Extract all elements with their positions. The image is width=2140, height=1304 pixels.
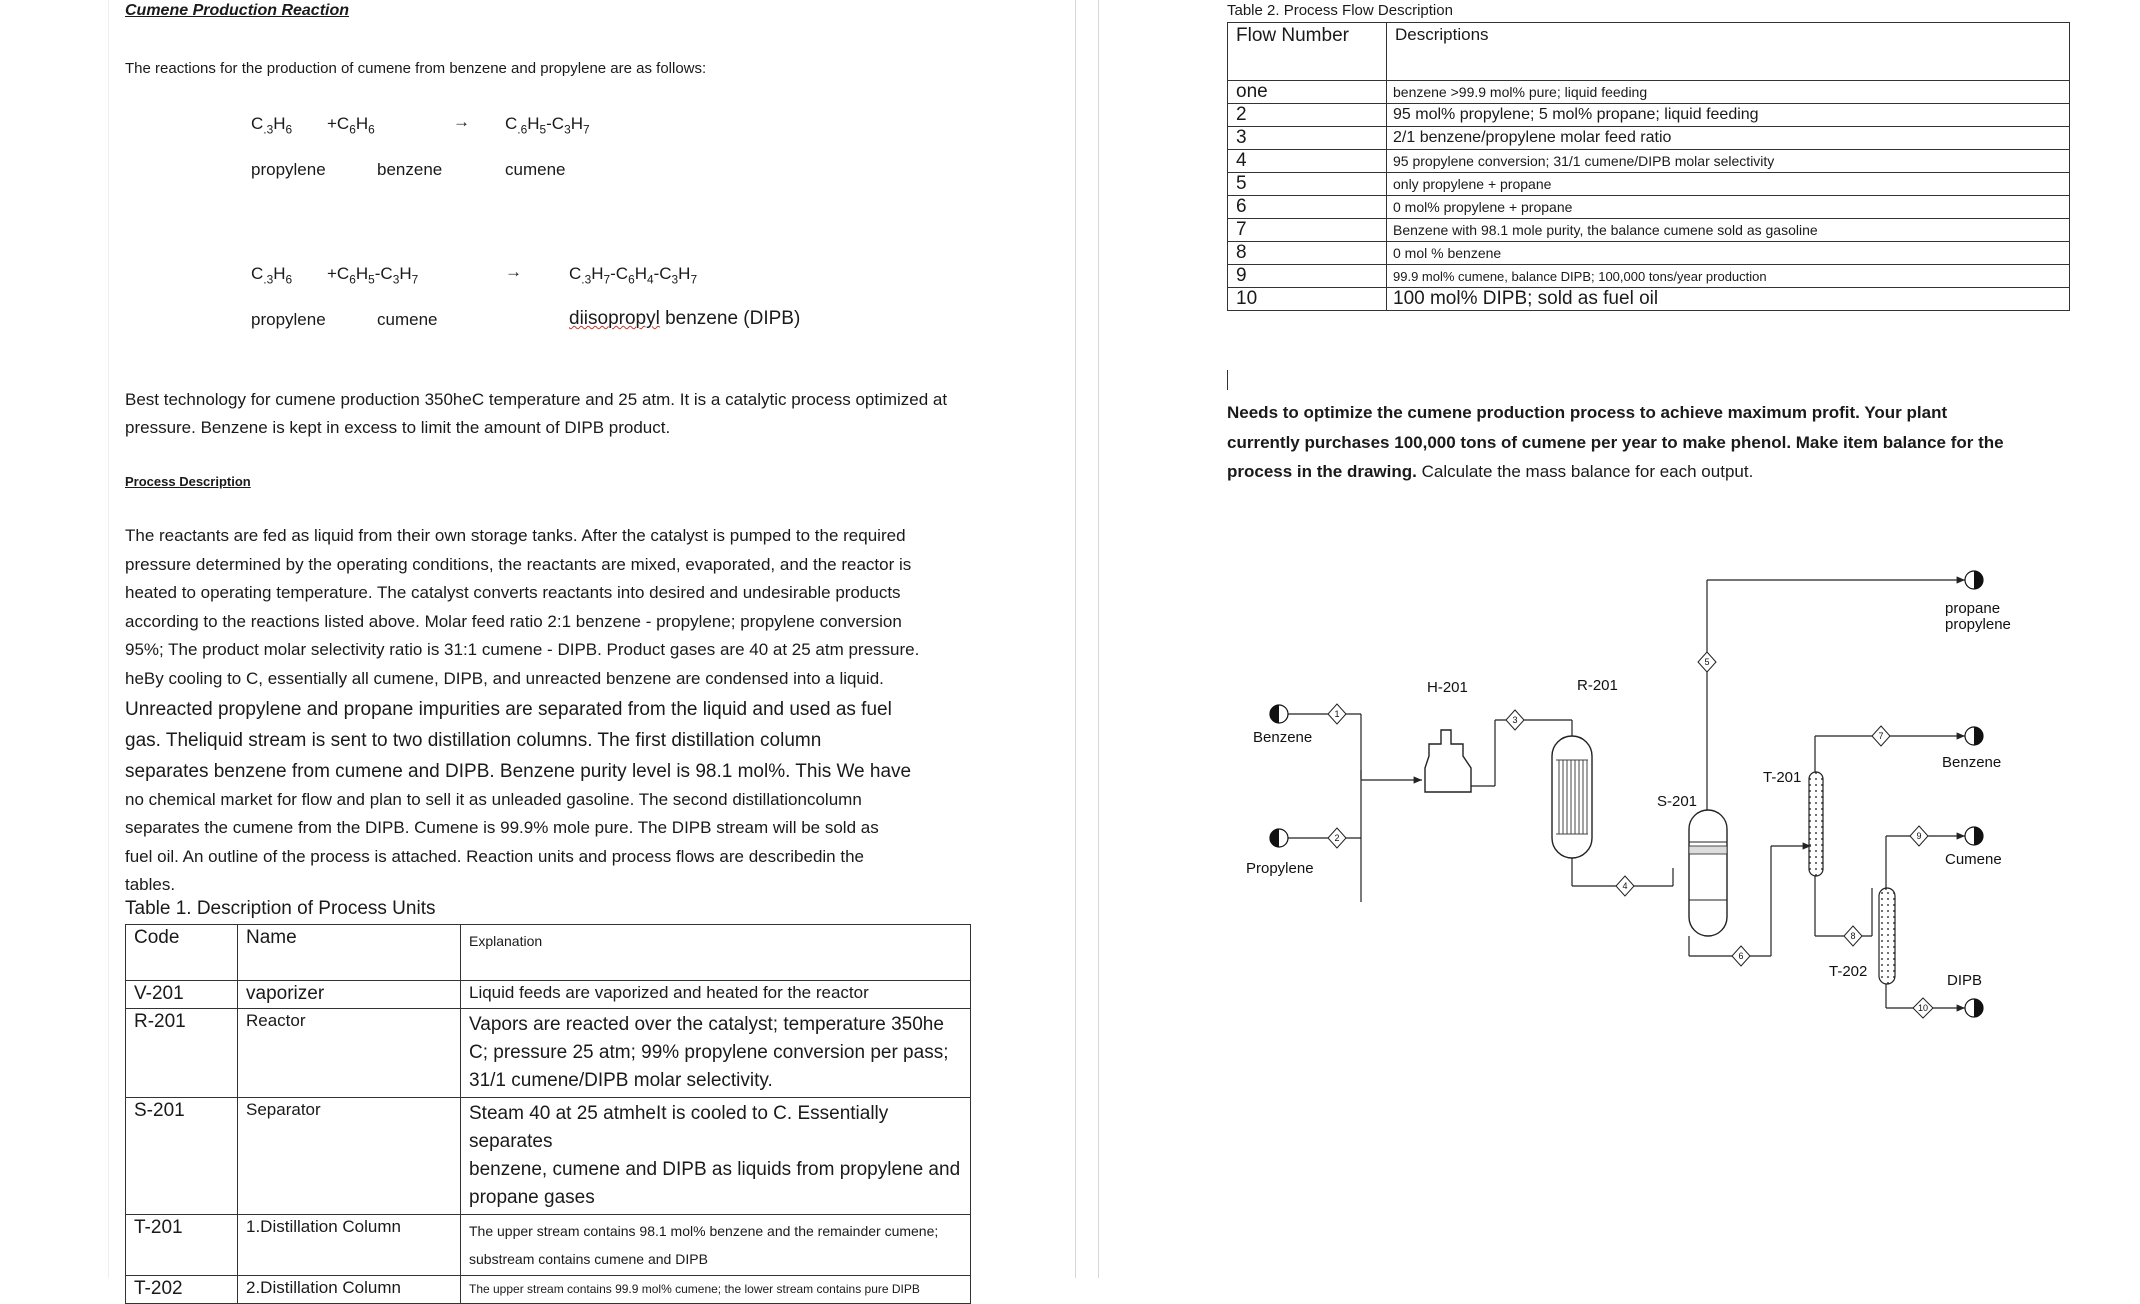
svg-text:3: 3 <box>1512 715 1518 725</box>
reaction1-product: $C_{.6}H_5-C_3H_7$ <box>505 114 590 137</box>
table-row <box>126 1009 971 1098</box>
left-page <box>108 0 1076 1299</box>
table1-explanation: Liquid feeds are vaporized and heated for the reactor <box>461 981 971 1009</box>
table2-description: 95 mol% propylene; 5 mol% propane; liquid feeding <box>1387 104 2070 127</box>
table2-description: 95 propylene conversion; 31/1 cumene/DIPB molar selectivity <box>1387 150 2070 173</box>
label-r201: R-201 <box>1577 677 1618 694</box>
table1-explanation: The upper stream contains 99.9 mol% cumene; the lower stream contains pure DIPB <box>461 1276 971 1304</box>
table1-name: Reactor <box>238 1009 461 1098</box>
table1-header-name: Name <box>238 925 461 981</box>
svg-text:9: 9 <box>1916 831 1922 841</box>
table1-caption: Table 1. Description of Process Units <box>125 898 436 919</box>
reaction2-reactant1: $C_{.3}H_6$ <box>251 264 293 287</box>
table2-description: 2/1 benzene/propylene molar feed ratio <box>1387 127 2070 150</box>
stream-diamond-4 <box>1616 876 1634 896</box>
svg-text:4: 4 <box>1622 881 1628 891</box>
reaction2-product: $C_{.3}H_7-C_6H_4-C_3H_7$ <box>569 264 698 287</box>
reactor-r201-shape <box>1552 736 1592 858</box>
table1-code: V-201 <box>126 981 238 1009</box>
process-description-paragraph-end: no chemical market for flow and plan to sell it as unleaded gasoline. The second distillationcolumn separates the cumene from the DIPB. Cumene is 99.9% mole pure. The DIPB stream will be sold as fuel oil. An outline of the process is attached. Reaction units and process flows are describedin the tables. <box>125 790 879 895</box>
table-row <box>1228 288 2070 311</box>
table1-code: S-201 <box>126 1098 238 1215</box>
reaction1-arrow: → <box>453 112 470 131</box>
label-t201: T-201 <box>1763 769 1802 786</box>
process-description-heading: Process Description <box>125 474 251 489</box>
table2-description: 99.9 mol% cumene, balance DIPB; 100,000 tons/year production <box>1387 265 2070 288</box>
label-benzene-feed: Benzene <box>1253 729 1313 746</box>
stream-diamond-6 <box>1732 946 1750 966</box>
table1-header-code: Code <box>126 925 238 981</box>
product-benzene-icon <box>1965 727 1983 745</box>
table2-header-descriptions: Descriptions <box>1387 23 2070 81</box>
svg-text:8: 8 <box>1850 931 1856 941</box>
table2-flow-number: 7 <box>1228 219 1387 242</box>
table2-flow-number: 4 <box>1228 150 1387 173</box>
table-row <box>1228 150 2070 173</box>
stream-diamond-2 <box>1328 828 1346 848</box>
reaction1-label-cumene: cumene <box>505 160 566 179</box>
table2-header-flow-number: Flow Number <box>1228 23 1387 81</box>
table1-explanation: Vapors are reacted over the catalyst; temperature 350he C; pressure 25 atm; 99% propylene conversion per pass; 31/1 cumene/DIPB molar selectivity. <box>461 1009 971 1098</box>
svg-text:1: 1 <box>1334 709 1340 719</box>
table1-code: T-201 <box>126 1215 238 1276</box>
document-title: Cumene Production Reaction <box>125 2 350 19</box>
process-flow-diagram <box>1099 560 2140 1040</box>
table2-description: 100 mol% DIPB; sold as fuel oil <box>1387 288 2070 311</box>
feed-benzene-icon <box>1270 705 1288 723</box>
table-row <box>1228 127 2070 150</box>
product-cumene-icon <box>1965 827 1983 845</box>
reaction2-arrow: → <box>505 262 522 281</box>
table1-name: 1.Distillation Column <box>238 1215 461 1276</box>
heater-h201-shape <box>1425 730 1471 792</box>
table2-flow-number: 2 <box>1228 104 1387 127</box>
stream-diamond-8 <box>1844 926 1862 946</box>
table-row <box>126 1276 971 1304</box>
table2-description: only propylene + propane <box>1387 173 2070 196</box>
svg-text:5: 5 <box>1704 657 1710 667</box>
table2-flow-number: one <box>1228 81 1387 104</box>
table-row <box>1228 104 2070 127</box>
best-technology-paragraph: Best technology for cumene production 350heC temperature and 25 atm. It is a catalytic process optimized at pressure. Benzene is kept in excess to limit the amount of DIPB product. <box>125 390 948 437</box>
label-cumene-out: Cumene <box>1945 851 2002 868</box>
label-s201: S-201 <box>1657 793 1698 810</box>
label-h201: H-201 <box>1427 679 1468 696</box>
reaction1-label-propylene: propylene <box>251 160 326 179</box>
table-row <box>1228 196 2070 219</box>
table-row <box>1228 265 2070 288</box>
table2-description: Benzene with 98.1 mole purity, the balance cumene sold as gasoline <box>1387 219 2070 242</box>
table1-name: vaporizer <box>238 981 461 1009</box>
stream-diamond-9 <box>1910 826 1928 846</box>
table1-name: Separator <box>238 1098 461 1215</box>
column-t202-shape <box>1879 888 1895 984</box>
table1-code: T-202 <box>126 1276 238 1304</box>
feed-propylene-icon <box>1270 829 1288 847</box>
table2-description: 0 mol % benzene <box>1387 242 2070 265</box>
stream-diamond-3 <box>1506 710 1524 730</box>
label-propylene-feed: Propylene <box>1246 860 1314 877</box>
table2-flow-number: 3 <box>1228 127 1387 150</box>
table2-description: benzene >99.9 mol% pure; liquid feeding <box>1387 81 2070 104</box>
table-row <box>1228 173 2070 196</box>
svg-text:10: 10 <box>1917 1003 1929 1013</box>
label-propane-out: propane <box>1945 600 2001 617</box>
reaction1-reactant1: $C_{.3}H_6$ <box>251 114 293 137</box>
reaction1-reactant2: $+C_6H_6$ <box>327 114 375 137</box>
label-dipb-out: DIPB <box>1947 972 1983 989</box>
table2-flow-number: 5 <box>1228 173 1387 196</box>
reaction2-label-cumene: cumene <box>377 310 438 329</box>
table1-name: 2.Distillation Column <box>238 1276 461 1304</box>
table2-flow-number: 10 <box>1228 288 1387 311</box>
label-propylene-out: propylene <box>1945 616 2011 633</box>
table1-header-explanation: Explanation <box>461 925 971 981</box>
table-row <box>126 981 971 1009</box>
table-row <box>126 1215 971 1276</box>
table-end-cursor <box>1227 370 1228 390</box>
process-units-table <box>125 924 971 1304</box>
table2-flow-number: 9 <box>1228 265 1387 288</box>
table2-description: 0 mol% propylene + propane <box>1387 196 2070 219</box>
stream-diamond-7 <box>1872 726 1890 746</box>
svg-text:7: 7 <box>1878 731 1884 741</box>
table2-caption: Table 2. Process Flow Description <box>1227 2 1453 19</box>
reaction2-reactant2: $+C_6H_5-C_3H_7$ <box>327 264 419 287</box>
table2-flow-number: 6 <box>1228 196 1387 219</box>
table-row <box>1228 81 2070 104</box>
table2-flow-number: 8 <box>1228 242 1387 265</box>
process-flow-rows <box>1227 80 2070 311</box>
process-flow-table <box>1227 22 2070 81</box>
reaction2-label-propylene: propylene <box>251 310 326 329</box>
table-row <box>1228 219 2070 242</box>
label-t202: T-202 <box>1829 963 1868 980</box>
svg-text:2: 2 <box>1334 833 1340 843</box>
stream-diamond-10 <box>1913 998 1933 1018</box>
svg-text:6: 6 <box>1738 951 1744 961</box>
right-page <box>1098 0 2140 1278</box>
table1-explanation: The upper stream contains 98.1 mol% benzene and the remainder cumene; substream contains cumene and DIPB <box>461 1215 971 1276</box>
table1-explanation: Steam 40 at 25 atmheIt is cooled to C. Essentially separates benzene, cumene and DIPB as liquids from propylene and propane gases <box>461 1098 971 1215</box>
process-description-paragraph: The reactants are fed as liquid from their own storage tanks. After the catalyst is pumped to the required pressure determined by the operating conditions, the reactants are mixed, evaporated, and the reactor is heated to operating temperature. The catalyst converts reactants into desired and undesirable products according to the reactions listed above. Molar feed ratio 2:1 benzene - propylene; propylene conversion 95%; The product molar selectivity ratio is 31:1 cumene - DIPB. Product gases are 40 at 25 atm pressure. heBy cooling to C, essentially all cumene, DIPB, and unreacted benzene are condensed into a liquid. <box>125 526 920 688</box>
table-row <box>126 1098 971 1215</box>
stream-diamond-5 <box>1698 652 1716 672</box>
stream-diamond-1 <box>1328 704 1346 724</box>
table1-code: R-201 <box>126 1009 238 1098</box>
reaction2-label-dipb: diisopropyl benzene (DIPB) <box>569 308 801 329</box>
table-row <box>1228 242 2070 265</box>
product-propane-icon <box>1965 571 1983 589</box>
product-dipb-icon <box>1965 999 1983 1017</box>
separator-s201-shape <box>1689 810 1727 936</box>
task-paragraph: Needs to optimize the cumene production process to achieve maximum profit. Your plant currently purchases 100,000 tons of cumene per year to make phenol. Make item balance for the process in the drawing. Calculate the mass balance for each output. <box>1227 403 2004 481</box>
label-benzene-out: Benzene <box>1942 754 2002 771</box>
intro-text: The reactions for the production of cumene from benzene and propylene are as follows: <box>125 60 707 77</box>
process-description-paragraph-large: Unreacted propylene and propane impurities are separated from the liquid and used as fuel gas. Theliquid stream is sent to two distillation columns. The first distillation column separates benzene from cumene and DIPB. Benzene purity level is 98.1 mol%. This We have <box>125 699 912 782</box>
reaction1-label-benzene: benzene <box>377 160 443 179</box>
column-t201-shape <box>1809 772 1823 876</box>
